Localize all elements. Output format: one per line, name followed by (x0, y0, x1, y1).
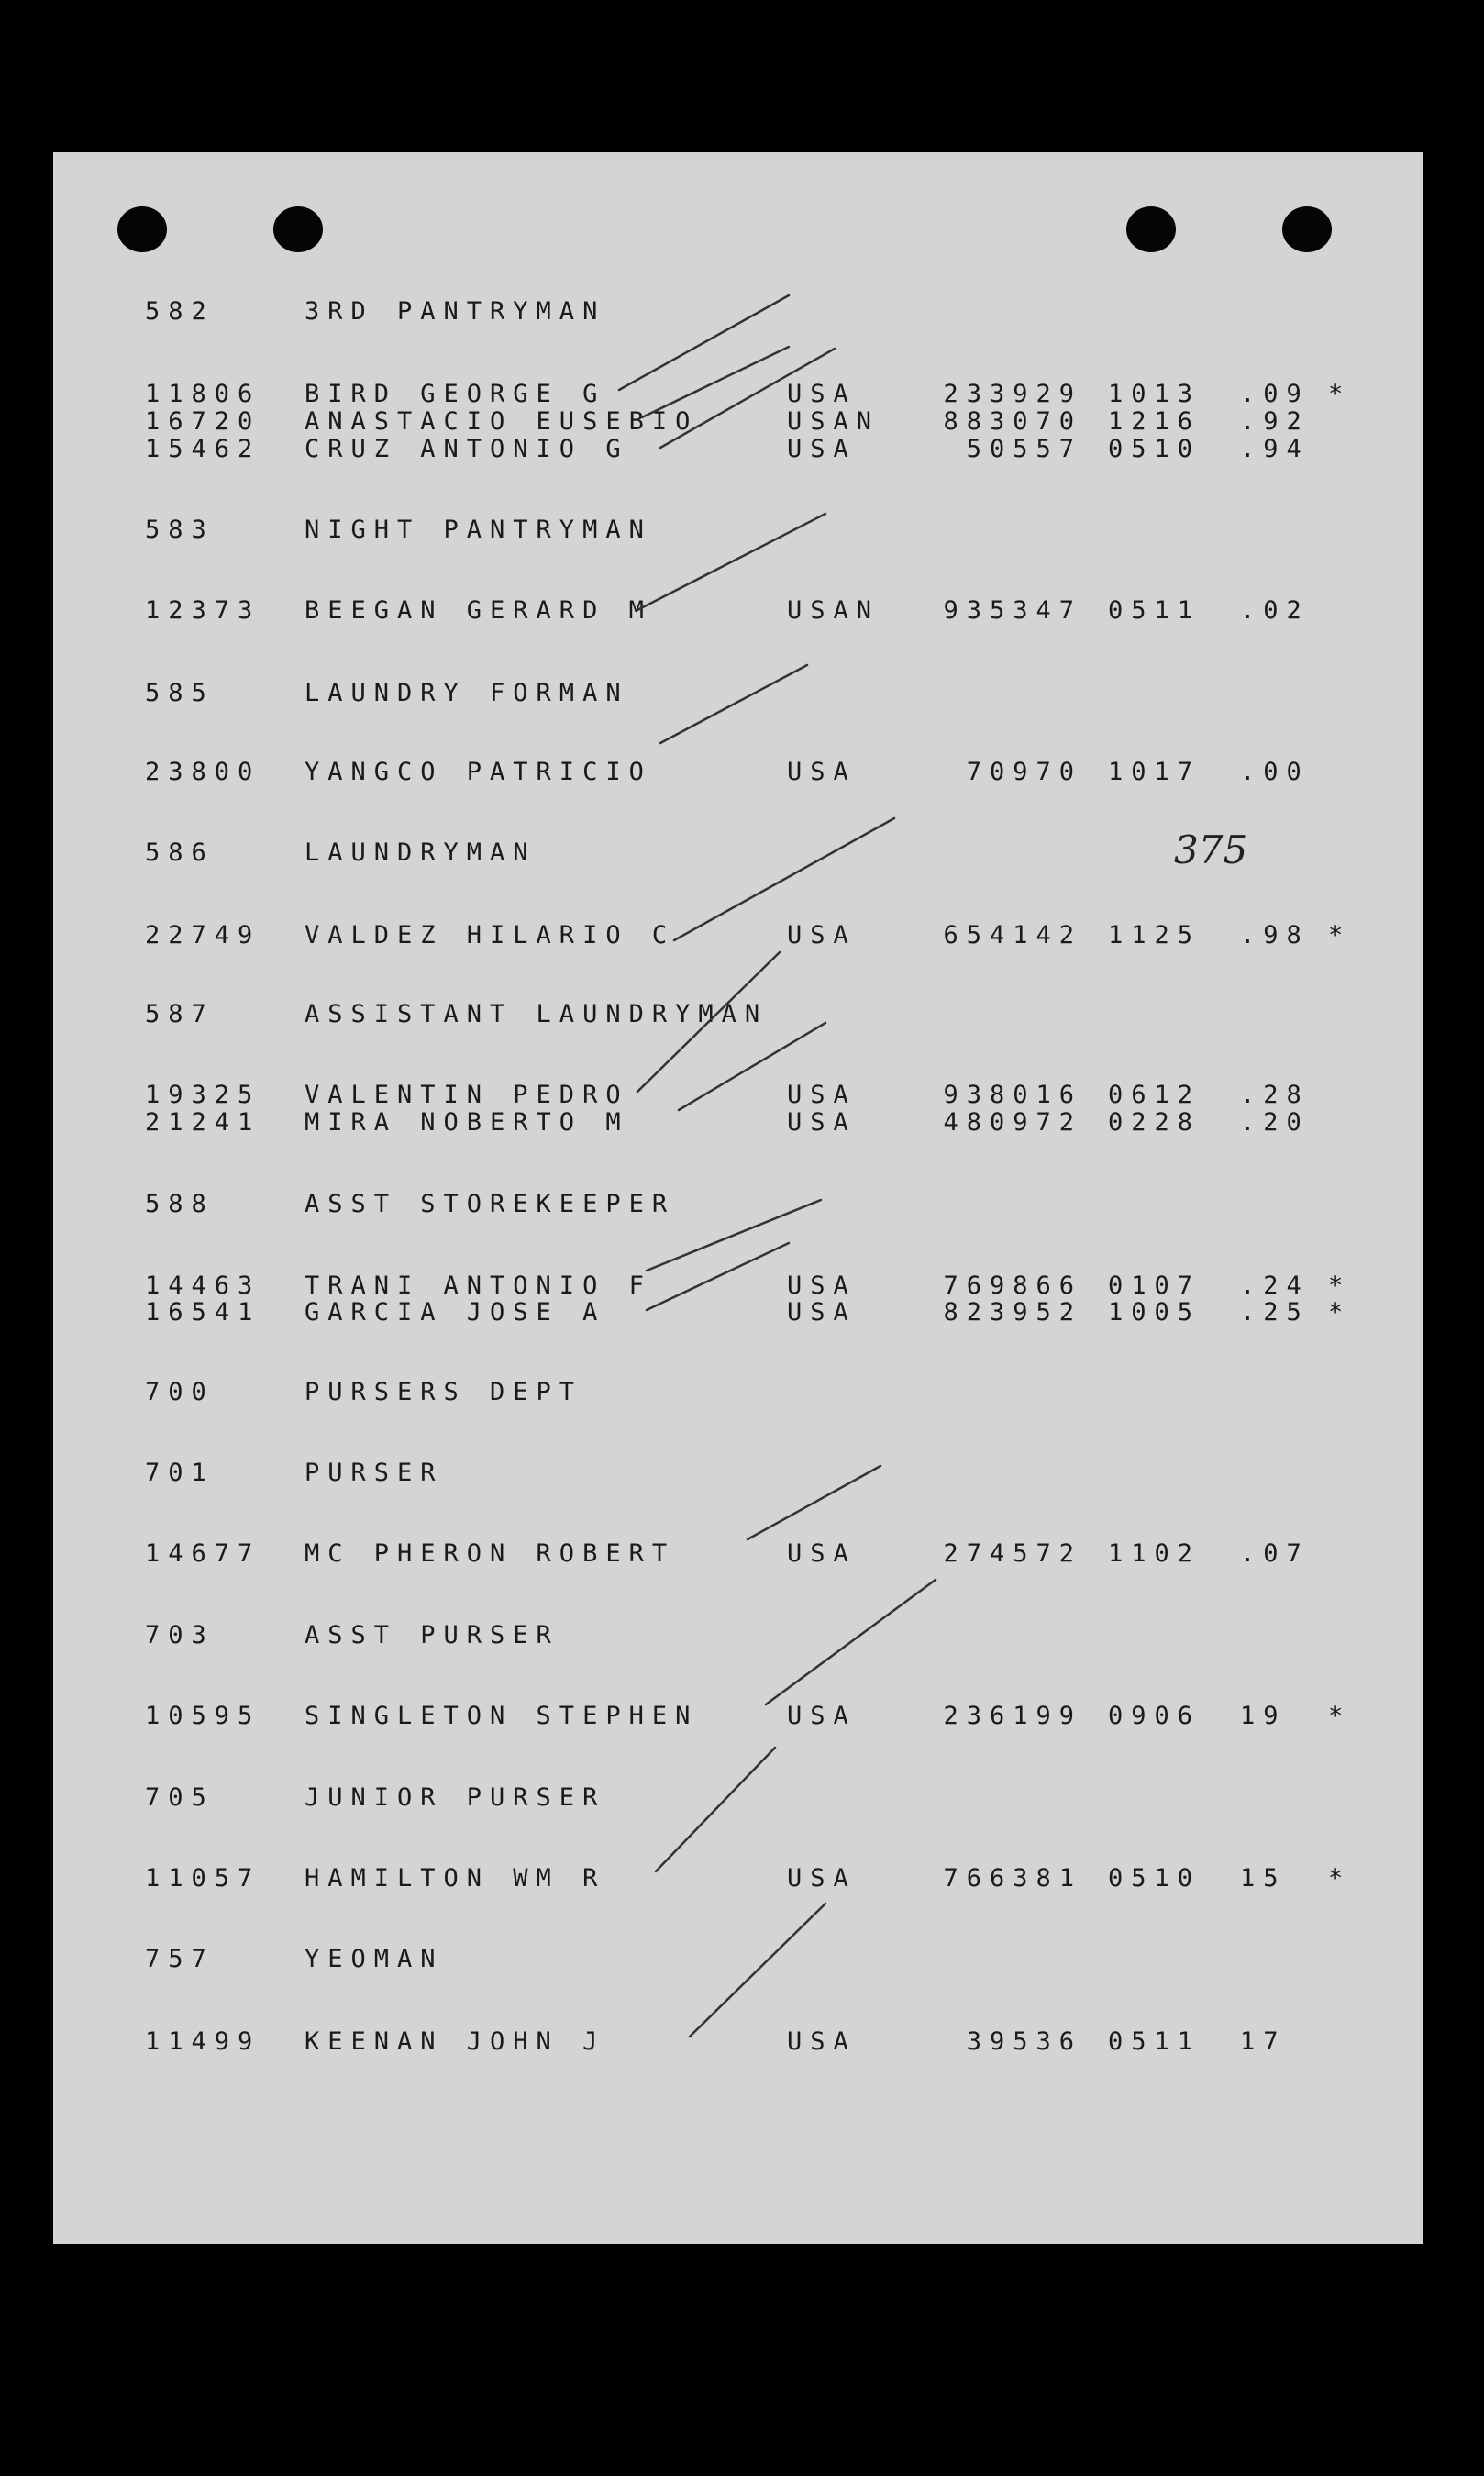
document-number: 233929 (943, 380, 1082, 408)
asterisk-mark: * (1328, 1702, 1344, 1730)
entry-date: 1017 (1108, 758, 1202, 786)
entry-code: 12373 (145, 596, 261, 625)
crew-name: ANASTACIO EUSEBIO (305, 407, 699, 436)
citizenship: USA (787, 1271, 857, 1300)
entry-date: 0612 (1108, 1081, 1202, 1109)
citizenship: USA (787, 380, 857, 408)
entry-code: 10595 (145, 1702, 261, 1730)
citizenship: USA (787, 758, 857, 786)
rate-value: 15 (1240, 1864, 1287, 1893)
entry-code: 11057 (145, 1864, 261, 1893)
crew-name: KEENAN JOHN J (305, 2027, 606, 2056)
entry-code: 14463 (145, 1271, 261, 1300)
rate-value: .24 (1240, 1271, 1310, 1300)
document-number: 236199 (943, 1702, 1082, 1730)
document-number: 823952 (943, 1298, 1082, 1327)
entry-date: 0511 (1108, 596, 1202, 625)
punch-hole-2 (273, 206, 323, 252)
entry-date: 0510 (1108, 435, 1202, 463)
entry-code: 757 (145, 1945, 215, 1973)
document-number: 274572 (943, 1539, 1082, 1568)
document-number: 935347 (943, 596, 1082, 625)
punch-hole-4 (1282, 206, 1332, 252)
asterisk-mark: * (1328, 1864, 1344, 1893)
rate-value: .28 (1240, 1081, 1310, 1109)
punch-hole-3 (1126, 206, 1176, 252)
entry-code: 701 (145, 1459, 215, 1487)
entry-date: 1216 (1108, 407, 1202, 436)
entry-code: 23800 (145, 758, 261, 786)
section-title: PURSERS DEPT (305, 1378, 583, 1406)
citizenship: USA (787, 1108, 857, 1137)
rate-value: .09 (1240, 380, 1310, 408)
citizenship: USA (787, 1081, 857, 1109)
entry-date: 1102 (1108, 1539, 1202, 1568)
document-number: 769866 (943, 1271, 1082, 1300)
entry-code: 16720 (145, 407, 261, 436)
entry-date: 1013 (1108, 380, 1202, 408)
entry-code: 700 (145, 1378, 215, 1406)
entry-code: 703 (145, 1621, 215, 1649)
section-title: PURSER (305, 1459, 444, 1487)
document-number: 766381 (943, 1864, 1082, 1893)
rate-value: 17 (1240, 2027, 1287, 2056)
rate-value: 19 (1240, 1702, 1287, 1730)
document-number: 938016 (943, 1081, 1082, 1109)
crew-name: BIRD GEORGE G (305, 380, 606, 408)
entry-code: 19325 (145, 1081, 261, 1109)
crew-name: GARCIA JOSE A (305, 1298, 606, 1327)
rate-value: .00 (1240, 758, 1310, 786)
document-number: 480972 (943, 1108, 1082, 1137)
document-number: 70970 (966, 758, 1082, 786)
crew-name: VALDEZ HILARIO C (305, 921, 676, 949)
crew-name: CRUZ ANTONIO G (305, 435, 629, 463)
rate-value: .20 (1240, 1108, 1310, 1137)
section-title: NIGHT PANTRYMAN (305, 516, 652, 544)
entry-code: 705 (145, 1783, 215, 1812)
asterisk-mark: * (1328, 921, 1344, 949)
citizenship: USA (787, 1864, 857, 1893)
citizenship: USA (787, 1539, 857, 1568)
crew-name: HAMILTON WM R (305, 1864, 606, 1893)
rate-value: .94 (1240, 435, 1310, 463)
crew-name: BEEGAN GERARD M (305, 596, 652, 625)
punch-hole-1 (117, 206, 167, 252)
crew-name: VALENTIN PEDRO (305, 1081, 629, 1109)
rate-value: .25 (1240, 1298, 1310, 1327)
citizenship: USAN (787, 596, 880, 625)
rate-value: .07 (1240, 1539, 1310, 1568)
entry-code: 21241 (145, 1108, 261, 1137)
entry-code: 11806 (145, 380, 261, 408)
document-number: 654142 (943, 921, 1082, 949)
crew-name: TRANI ANTONIO F (305, 1271, 652, 1300)
entry-date: 0511 (1108, 2027, 1202, 2056)
crew-name: SINGLETON STEPHEN (305, 1702, 699, 1730)
entry-code: 16541 (145, 1298, 261, 1327)
document-number: 39536 (966, 2027, 1082, 2056)
asterisk-mark: * (1328, 380, 1344, 408)
section-title: LAUNDRY FORMAN (305, 679, 629, 707)
citizenship: USA (787, 435, 857, 463)
entry-code: 587 (145, 1000, 215, 1028)
entry-code: 586 (145, 838, 215, 867)
entry-date: 0510 (1108, 1864, 1202, 1893)
crew-name: MIRA NOBERTO M (305, 1108, 629, 1137)
entry-code: 582 (145, 297, 215, 326)
rate-value: .98 (1240, 921, 1310, 949)
entry-date: 0906 (1108, 1702, 1202, 1730)
citizenship: USA (787, 921, 857, 949)
entry-code: 585 (145, 679, 215, 707)
asterisk-mark: * (1328, 1271, 1344, 1300)
citizenship: USA (787, 2027, 857, 2056)
section-title: ASSISTANT LAUNDRYMAN (305, 1000, 769, 1028)
entry-code: 22749 (145, 921, 261, 949)
entry-code: 14677 (145, 1539, 261, 1568)
entry-date: 1125 (1108, 921, 1202, 949)
asterisk-mark: * (1328, 1298, 1344, 1327)
section-title: JUNIOR PURSER (305, 1783, 606, 1812)
crew-name: MC PHERON ROBERT (305, 1539, 676, 1568)
handwritten-page-number: 375 (1174, 827, 1248, 872)
entry-code: 588 (145, 1190, 215, 1218)
entry-date: 1005 (1108, 1298, 1202, 1327)
rate-value: .02 (1240, 596, 1310, 625)
crew-name: YANGCO PATRICIO (305, 758, 652, 786)
section-title: ASST STOREKEEPER (305, 1190, 676, 1218)
entry-code: 11499 (145, 2027, 261, 2056)
section-title: 3RD PANTRYMAN (305, 297, 606, 326)
entry-code: 583 (145, 516, 215, 544)
section-title: ASST PURSER (305, 1621, 559, 1649)
section-title: LAUNDRYMAN (305, 838, 537, 867)
document-number: 883070 (943, 407, 1082, 436)
citizenship: USA (787, 1298, 857, 1327)
section-title: YEOMAN (305, 1945, 444, 1973)
document-number: 50557 (966, 435, 1082, 463)
entry-date: 0107 (1108, 1271, 1202, 1300)
document-page (53, 152, 1423, 2244)
citizenship: USAN (787, 407, 880, 436)
entry-code: 15462 (145, 435, 261, 463)
rate-value: .92 (1240, 407, 1310, 436)
entry-date: 0228 (1108, 1108, 1202, 1137)
citizenship: USA (787, 1702, 857, 1730)
